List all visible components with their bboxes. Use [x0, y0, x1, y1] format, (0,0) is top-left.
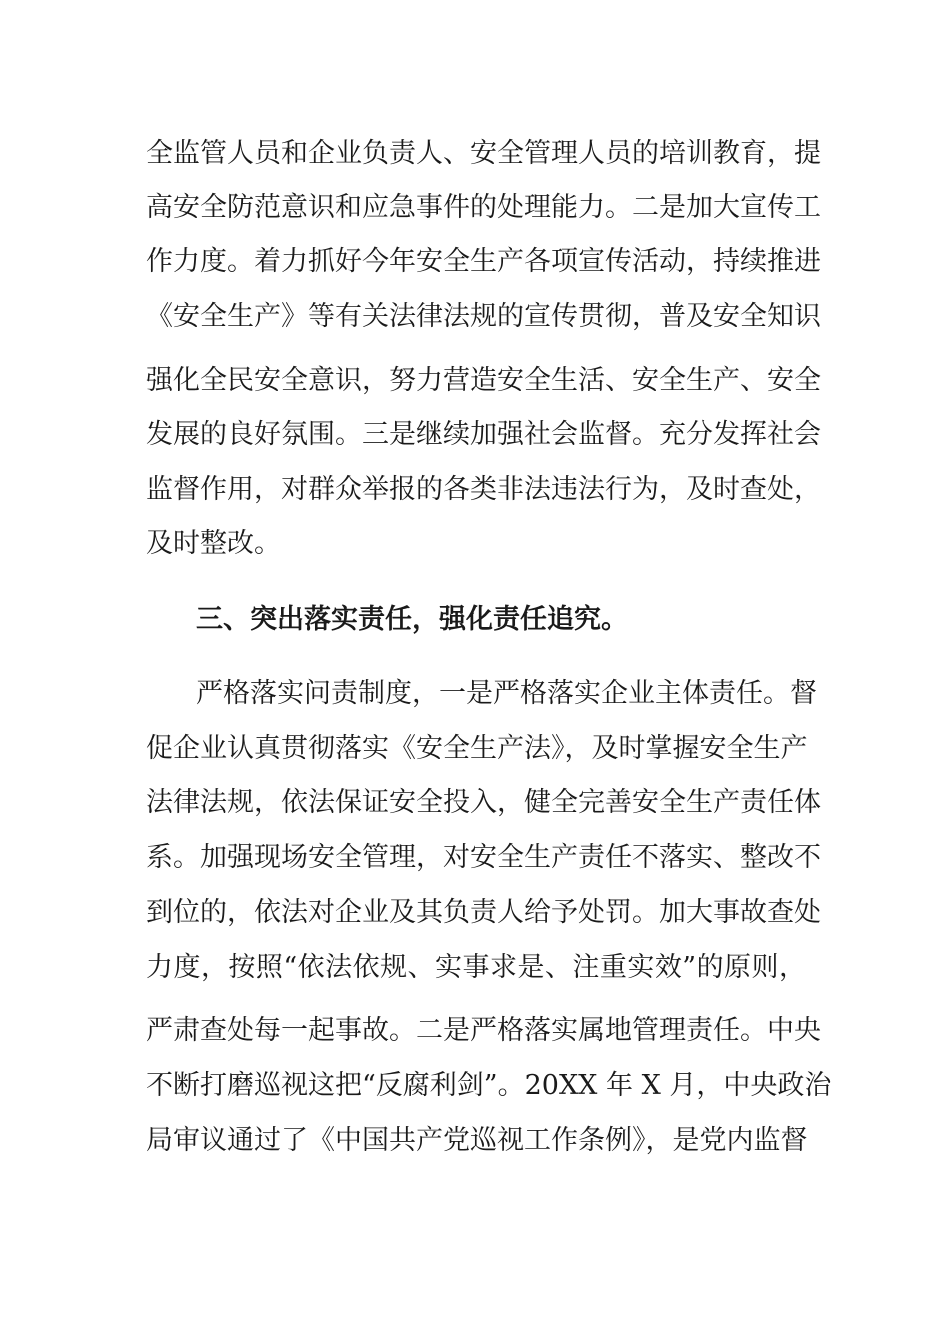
- paragraph-2-line-4: 系。加强现场安全管理，对安全生产责任不落实、整改不: [146, 842, 821, 873]
- paragraph-1-line-6: 发展的良好氛围。三是继续加强社会监督。充分发挥社会: [146, 419, 821, 450]
- paragraph-2-line-8: 不断打磨巡视这把“反腐利剑”。20XX 年 X 月，中央政治: [146, 1070, 832, 1101]
- paragraph-2-line-7: 严肃查处每一起事故。二是严格落实属地管理责任。中央: [146, 1015, 821, 1046]
- paragraph-1-line-1: 全监管人员和企业负责人、安全管理人员的培训教育，提: [146, 138, 821, 169]
- paragraph-1-line-5: 强化全民安全意识，努力营造安全生活、安全生产、安全: [146, 365, 821, 396]
- paragraph-1-line-8: 及时整改。: [146, 528, 281, 559]
- paragraph-2-line-3: 法律法规，依法保证安全投入，健全完善安全生产责任体: [146, 787, 821, 818]
- paragraph-1-line-4: 《安全生产》等有关法律法规的宣传贯彻，普及安全知识: [146, 301, 821, 332]
- paragraph-2-line-9: 局审议通过了《中国共产党巡视工作条例》，是党内监督: [146, 1125, 808, 1156]
- paragraph-2-line-2: 促企业认真贯彻落实《安全生产法》，及时掌握安全生产: [146, 733, 808, 764]
- paragraph-2-line-6: 力度，按照“依法依规、实事求是、注重实效”的原则，: [146, 952, 806, 983]
- paragraph-2-line-1: 严格落实问责制度，一是严格落实企业主体责任。督: [196, 678, 817, 709]
- paragraph-1-line-3: 作力度。着力抓好今年安全生产各项宣传活动，持续推进: [146, 246, 821, 277]
- paragraph-1-line-2: 高安全防范意识和应急事件的处理能力。二是加大宣传工: [146, 192, 821, 223]
- section-heading-3: 三、突出落实责任，强化责任追究。: [196, 604, 628, 635]
- paragraph-2-line-5: 到位的，依法对企业及其负责人给予处罚。加大事故查处: [146, 897, 821, 928]
- paragraph-1-line-7: 监督作用，对群众举报的各类非法违法行为，及时查处，: [146, 474, 821, 505]
